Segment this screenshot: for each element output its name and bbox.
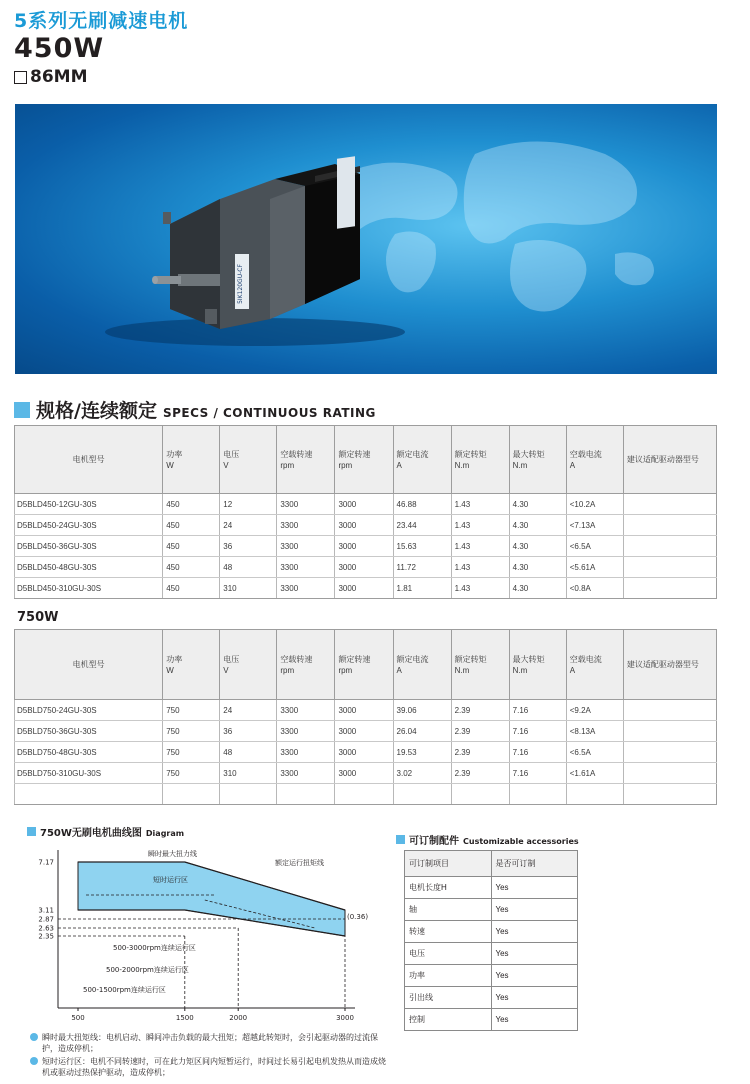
table-cell: 3300 xyxy=(277,721,335,742)
table-cell: 3300 xyxy=(277,494,335,515)
accessories-title-en: Customizable accessories xyxy=(463,837,579,846)
table-cell xyxy=(623,763,716,784)
table-cell: 3300 xyxy=(277,536,335,557)
header-unit: rpm xyxy=(338,665,353,675)
header-label: 最大转矩 xyxy=(512,449,545,459)
table-cell: 3000 xyxy=(335,721,393,742)
header-label: 额定转速 xyxy=(338,654,371,664)
diagram-title-en: Diagram xyxy=(145,829,185,838)
table-cell: 2.39 xyxy=(451,763,509,784)
column-header xyxy=(163,426,220,494)
zone1-label: 500-3000rpm连续运行区 xyxy=(113,944,196,952)
accessories-title-cn: 可订制配件 xyxy=(409,836,459,847)
end-value-label: (0.36) xyxy=(347,913,369,921)
motor-nameplate-text: 5IK120GU-CF xyxy=(237,264,244,304)
table-cell: 4.30 xyxy=(509,494,566,515)
header-unit: N.m xyxy=(454,460,470,470)
table-cell: 3.02 xyxy=(393,763,451,784)
header-unit: A xyxy=(396,460,402,470)
table-cell xyxy=(509,784,566,805)
zone2-label: 500-2000rpm连续运行区 xyxy=(106,966,189,974)
table-cell: 26.04 xyxy=(393,721,451,742)
table-cell xyxy=(623,742,716,763)
table-cell: <8.13A xyxy=(566,721,623,742)
accessories-heading xyxy=(396,832,579,847)
table-cell: 3300 xyxy=(277,700,335,721)
specs-section-heading xyxy=(14,396,376,423)
table-cell: 450 xyxy=(163,578,220,599)
table-cell xyxy=(623,494,716,515)
header-unit: A xyxy=(569,665,576,675)
table-cell: 1.81 xyxy=(393,578,451,599)
column-header xyxy=(566,630,623,700)
header-label: 空载转速 xyxy=(280,449,313,459)
frame-size-text: 86MM xyxy=(30,67,88,87)
table-cell: Yes xyxy=(491,943,578,965)
spec-table-750w xyxy=(14,629,717,805)
table-cell: 7.16 xyxy=(509,721,566,742)
table-cell: D5BLD750-24GU-30S xyxy=(15,700,163,721)
table-cell: 3000 xyxy=(335,536,393,557)
table-cell: 750 xyxy=(163,721,220,742)
table-row xyxy=(405,965,578,987)
section-marker-icon xyxy=(396,835,405,844)
table-cell: Yes xyxy=(491,921,578,943)
table-cell: Yes xyxy=(491,1009,578,1031)
table-cell: 4.30 xyxy=(509,557,566,578)
header-unit: N.m xyxy=(512,665,528,675)
table-cell: D5BLD450-310GU-30S xyxy=(15,578,163,599)
table-cell: <5.61A xyxy=(566,557,623,578)
table-cell: 48 xyxy=(220,557,277,578)
section-marker-icon xyxy=(27,827,36,836)
table-row xyxy=(15,763,717,784)
table-cell xyxy=(15,784,163,805)
header-label: 功率 xyxy=(166,654,183,664)
power-rating: 450W xyxy=(14,33,105,64)
table-cell: <10.2A xyxy=(566,494,623,515)
accessories-table xyxy=(404,850,578,1031)
table-cell: 3300 xyxy=(277,742,335,763)
table-cell xyxy=(277,784,335,805)
table-cell: D5BLD450-36GU-30S xyxy=(15,536,163,557)
zone3-label: 500-1500rpm连续运行区 xyxy=(83,986,166,994)
y-tick-label: 2.63 xyxy=(38,924,54,933)
note-item xyxy=(30,1056,390,1078)
table-cell: Yes xyxy=(491,965,578,987)
bullet-icon xyxy=(30,1057,38,1065)
table-cell: 24 xyxy=(220,700,277,721)
table-cell: 750 xyxy=(163,763,220,784)
acc-header-item: 可订制项目 xyxy=(405,851,492,877)
table-cell: 3000 xyxy=(335,763,393,784)
header-unit: N.m xyxy=(454,665,470,675)
header-label: 电压 xyxy=(223,654,240,664)
table-header-row xyxy=(15,426,717,494)
header-unit: rpm xyxy=(338,460,353,470)
table-header-row xyxy=(15,630,717,700)
header-label: 电机型号 xyxy=(72,660,105,669)
table-cell: 4.30 xyxy=(509,515,566,536)
table-cell xyxy=(163,784,220,805)
table-row xyxy=(15,494,717,515)
chart-svg xyxy=(20,840,380,1035)
header-unit: rpm xyxy=(280,460,295,470)
column-header xyxy=(15,426,163,494)
diagram-title-cn: 750W无刷电机曲线图 xyxy=(40,828,142,839)
table-cell xyxy=(623,578,716,599)
column-header xyxy=(277,630,335,700)
table-cell: 39.06 xyxy=(393,700,451,721)
note-text: 瞬时最大扭矩线：电机启动、瞬间冲击负载的最大扭矩；超越此转矩时，会引起驱动器的过流保护，造成停机； xyxy=(42,1033,378,1053)
frame-size xyxy=(14,67,88,87)
table-row xyxy=(15,515,717,536)
table-cell: 1.43 xyxy=(451,515,509,536)
table-cell: D5BLD450-24GU-30S xyxy=(15,515,163,536)
specs-title-cn: 规格/连续额定 xyxy=(36,400,157,422)
table-cell: 3300 xyxy=(277,578,335,599)
table-cell: 轴 xyxy=(405,899,492,921)
x-tick-label: 500 xyxy=(71,1014,85,1022)
header-label: 电机型号 xyxy=(72,455,105,464)
motor-illustration xyxy=(15,104,717,374)
column-header xyxy=(335,426,393,494)
header-unit: A xyxy=(396,665,402,675)
table-row xyxy=(405,899,578,921)
table-cell: 11.72 xyxy=(393,557,451,578)
table-cell: 36 xyxy=(220,536,277,557)
table-cell: 3000 xyxy=(335,494,393,515)
table-cell xyxy=(335,784,393,805)
table-cell: 3000 xyxy=(335,578,393,599)
short-term-area xyxy=(78,862,345,936)
header-unit: V xyxy=(223,665,229,675)
table-cell: 4.30 xyxy=(509,578,566,599)
table-cell xyxy=(623,700,716,721)
table-cell: 36 xyxy=(220,721,277,742)
x-tick-label: 2000 xyxy=(229,1014,248,1022)
table-cell: <7.13A xyxy=(566,515,623,536)
table-cell: 2.39 xyxy=(451,721,509,742)
column-header xyxy=(393,426,451,494)
y-tick-label: 3.11 xyxy=(38,906,54,915)
header-label: 最大转矩 xyxy=(512,654,545,664)
square-icon xyxy=(14,71,27,84)
subheading-750w: 750W xyxy=(17,610,59,625)
section-marker-icon xyxy=(14,402,30,418)
table-row xyxy=(15,742,717,763)
table-cell: 3000 xyxy=(335,742,393,763)
header-label: 额定电流 xyxy=(396,654,429,664)
table-row xyxy=(15,578,717,599)
column-header xyxy=(393,630,451,700)
torque-speed-chart xyxy=(20,840,380,1035)
table-row xyxy=(405,921,578,943)
y-tick-label: 2.87 xyxy=(38,915,54,924)
header-label: 空载转速 xyxy=(280,654,313,664)
header-label: 建议适配驱动器型号 xyxy=(626,660,699,669)
table-cell: 3000 xyxy=(335,557,393,578)
table-cell: D5BLD750-310GU-30S xyxy=(15,763,163,784)
header-unit: W xyxy=(166,460,174,470)
table-cell: 310 xyxy=(220,578,277,599)
table-cell xyxy=(451,784,509,805)
table-cell: Yes xyxy=(491,899,578,921)
spec-table-450w xyxy=(14,425,717,599)
table-cell: 310 xyxy=(220,763,277,784)
table-row xyxy=(405,943,578,965)
table-cell: 3300 xyxy=(277,557,335,578)
table-cell: D5BLD450-48GU-30S xyxy=(15,557,163,578)
table-cell: 1.43 xyxy=(451,578,509,599)
table-cell: 750 xyxy=(163,742,220,763)
table-cell: 控制 xyxy=(405,1009,492,1031)
table-cell: 引出线 xyxy=(405,987,492,1009)
column-header xyxy=(566,426,623,494)
header-unit: A xyxy=(569,460,576,470)
table-cell: <6.5A xyxy=(566,536,623,557)
table-cell xyxy=(623,536,716,557)
header-label: 电压 xyxy=(223,449,240,459)
header-label: 空载电流 xyxy=(569,449,602,459)
table-cell: 450 xyxy=(163,536,220,557)
table-cell: 3000 xyxy=(335,700,393,721)
table-cell: D5BLD750-48GU-30S xyxy=(15,742,163,763)
table-cell: <6.5A xyxy=(566,742,623,763)
short-term-label: 短时运行区 xyxy=(153,876,188,884)
x-tick-label: 3000 xyxy=(336,1014,354,1022)
table-cell xyxy=(623,721,716,742)
table-row xyxy=(15,784,717,805)
y-tick-label: 2.35 xyxy=(38,932,54,941)
table-cell: 48 xyxy=(220,742,277,763)
header-unit: V xyxy=(223,460,229,470)
column-header xyxy=(163,630,220,700)
specs-title-en: SPECS / CONTINUOUS RATING xyxy=(162,406,376,420)
header-label: 额定电流 xyxy=(396,449,429,459)
table-cell: 450 xyxy=(163,494,220,515)
column-header xyxy=(15,630,163,700)
table-cell xyxy=(393,784,451,805)
column-header xyxy=(623,630,716,700)
table-cell: 2.39 xyxy=(451,742,509,763)
product-hero-image xyxy=(15,104,717,374)
acc-header-custom: 是否可订制 xyxy=(491,851,578,877)
column-header xyxy=(335,630,393,700)
column-header xyxy=(451,630,509,700)
table-row xyxy=(405,1009,578,1031)
max-torque-label: 瞬时最大扭力线 xyxy=(148,850,197,858)
table-row xyxy=(15,700,717,721)
table-cell: <1.61A xyxy=(566,763,623,784)
table-cell: 2.39 xyxy=(451,700,509,721)
header-label: 建议适配驱动器型号 xyxy=(626,455,699,464)
header-unit: W xyxy=(166,665,174,675)
table-cell xyxy=(566,784,623,805)
table-cell: 7.16 xyxy=(509,742,566,763)
chart-notes xyxy=(30,1032,390,1080)
table-cell: 3300 xyxy=(277,515,335,536)
column-header xyxy=(451,426,509,494)
table-row xyxy=(15,721,717,742)
table-cell: 46.88 xyxy=(393,494,451,515)
table-cell: 1.43 xyxy=(451,557,509,578)
column-header xyxy=(277,426,335,494)
table-cell: 电压 xyxy=(405,943,492,965)
y-tick-label: 7.17 xyxy=(38,858,54,867)
table-cell: Yes xyxy=(491,877,578,899)
note-item xyxy=(30,1032,390,1054)
table-cell: 功率 xyxy=(405,965,492,987)
table-cell: 24 xyxy=(220,515,277,536)
column-header xyxy=(220,630,277,700)
table-cell: 23.44 xyxy=(393,515,451,536)
table-row xyxy=(15,536,717,557)
header-label: 额定转矩 xyxy=(454,654,487,664)
table-cell: 电机长度H xyxy=(405,877,492,899)
table-cell: <0.8A xyxy=(566,578,623,599)
table-cell: 450 xyxy=(163,557,220,578)
column-header xyxy=(509,426,566,494)
diagram-heading xyxy=(27,824,184,839)
x-tick-label: 1500 xyxy=(175,1014,194,1022)
table-cell xyxy=(623,515,716,536)
table-cell: 1.43 xyxy=(451,494,509,515)
table-cell: 19.53 xyxy=(393,742,451,763)
table-cell: Yes xyxy=(491,987,578,1009)
table-cell: 15.63 xyxy=(393,536,451,557)
table-cell: 7.16 xyxy=(509,763,566,784)
table-cell: 转速 xyxy=(405,921,492,943)
table-cell: D5BLD450-12GU-30S xyxy=(15,494,163,515)
table-row xyxy=(405,987,578,1009)
table-row xyxy=(405,877,578,899)
rated-torque-label: 额定运行扭矩线 xyxy=(275,859,324,867)
table-cell xyxy=(623,557,716,578)
table-cell: 7.16 xyxy=(509,700,566,721)
header-unit: rpm xyxy=(280,665,295,675)
header-label: 额定转矩 xyxy=(454,449,487,459)
table-cell: 450 xyxy=(163,515,220,536)
header-unit: N.m xyxy=(512,460,528,470)
table-cell: 750 xyxy=(163,700,220,721)
bullet-icon xyxy=(30,1033,38,1041)
table-row xyxy=(15,557,717,578)
note-text: 短时运行区：电机不同转速时，可在此力矩区间内短暂运行，时间过长易引起电机发热从而造成烧机或驱动过热保护驱动，造成停机； xyxy=(42,1057,386,1077)
table-cell xyxy=(220,784,277,805)
column-header xyxy=(509,630,566,700)
header-label: 功率 xyxy=(166,449,183,459)
table-cell: 12 xyxy=(220,494,277,515)
page-title-cn: 5系列无刷减速电机 xyxy=(14,10,189,32)
table-cell: 1.43 xyxy=(451,536,509,557)
table-cell: D5BLD750-36GU-30S xyxy=(15,721,163,742)
table-cell: 3000 xyxy=(335,515,393,536)
header-label: 额定转速 xyxy=(338,449,371,459)
column-header xyxy=(220,426,277,494)
table-cell: 4.30 xyxy=(509,536,566,557)
table-cell: <9.2A xyxy=(566,700,623,721)
header-label: 空载电流 xyxy=(569,654,602,664)
table-cell xyxy=(623,784,716,805)
column-header xyxy=(623,426,716,494)
table-cell: 3300 xyxy=(277,763,335,784)
